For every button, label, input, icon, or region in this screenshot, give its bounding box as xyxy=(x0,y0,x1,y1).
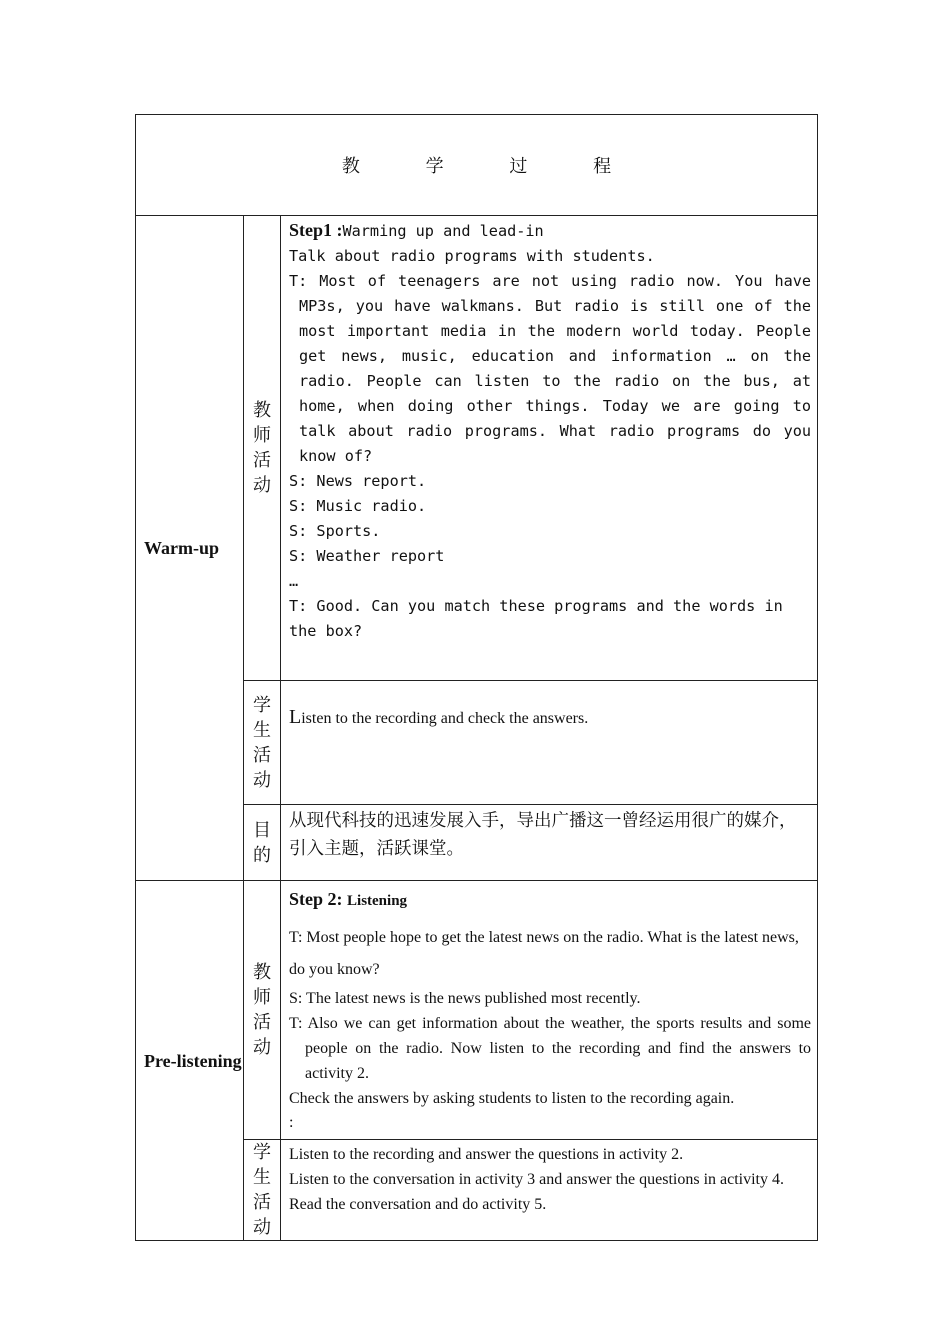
text-line: S: Sports. xyxy=(289,522,381,540)
text-line: : xyxy=(289,1114,294,1131)
teacher-activity-label: 教师活动 xyxy=(244,881,281,1140)
text-line: Talk about radio programs with students. xyxy=(289,247,655,265)
lesson-plan-table xyxy=(135,114,818,1241)
pre-listening-student-content xyxy=(281,1140,818,1241)
text-line: S: Weather report xyxy=(289,547,445,565)
step-title: Listening xyxy=(347,893,408,909)
pre-listening-teacher-content: Step 2: Listening T: Most people hope to get the latest news on the radio. What is the latest news, do you know? S: The latest news is the news published most recently. T: Also we can get information about the weather, the sports results and some people on the radio. Now listen to the recording and find the answers to activity 2. Check the answers by asking students to listen to the recording again. : xyxy=(281,881,818,1140)
text-line: T: Good. Can you match these programs and the words in the box? xyxy=(289,597,783,640)
text-paragraph: T: Most of teenagers are not using radio now. You have MP3s, you have walkmans. But radio is still one of the most important media in the modern world today. People get news, music, education and information … on the radio. People can listen to the radio on the bus, at home, when doing other things. Today we are going to talk about radio programs. What radio programs do you know of? xyxy=(289,272,812,465)
purpose-text: 从现代科技的迅速发展入手，导出广播这一曾经运用很广的媒介，引入主题，活跃课堂。 xyxy=(281,805,818,881)
student-activity-label: 学生活动 xyxy=(244,681,281,805)
warm-up-teacher-content xyxy=(281,216,818,681)
stage-pre-listening: Pre-listening xyxy=(136,881,244,1241)
text-line: S: Music radio. xyxy=(289,497,427,515)
text-line: Listen to the recording and answer the questions in activity 2. xyxy=(289,1146,684,1163)
text-line: Read the conversation and do activity 5. xyxy=(289,1196,547,1213)
teacher-activity-label: 教师活动 xyxy=(244,216,281,681)
purpose-label: 目的 xyxy=(244,805,281,881)
text-line: S: The latest news is the news published most recently. xyxy=(289,990,641,1007)
text-line: Check the answers by asking students to listen to the recording again. xyxy=(289,1090,735,1107)
text-line: … xyxy=(289,572,299,590)
stage-warm-up: Warm-up xyxy=(136,216,244,881)
text-line: S: News report. xyxy=(289,472,427,490)
step-title: Warming up and lead-in xyxy=(342,222,544,240)
text-paragraph: T: Most people hope to get the latest news on the radio. What is the latest news, do you know? xyxy=(289,929,799,978)
text-line: Listen to the conversation in activity 3 and answer the questions in activity 4. xyxy=(289,1171,784,1188)
step-label: Step1 : xyxy=(289,220,343,240)
text-paragraph: T: Also we can get information about the weather, the sports results and some people on the radio. Now listen to the recording and find the answers to activity 2. xyxy=(289,1015,812,1082)
student-activity-label: 学生活动 xyxy=(244,1140,281,1241)
warm-up-student-content: Listen to the recording and check the answers. xyxy=(281,681,818,805)
step-label: Step 2 xyxy=(289,889,337,909)
table-title: 教 学 过 程 xyxy=(136,115,818,216)
